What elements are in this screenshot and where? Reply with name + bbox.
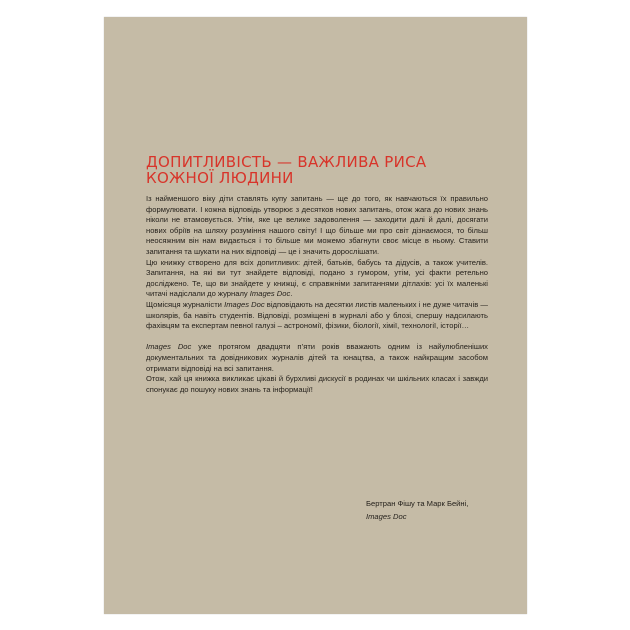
signature-brand: Images Doc [366, 512, 407, 521]
paragraph-audience-text-2: . [290, 289, 293, 299]
brand-name: Images Doc [146, 342, 192, 352]
paragraph-magazine-text: уже протягом двадцяти п’яти років вважають одним із найулюбленіших документальних та довідникових журналів дітей та юнацтва, а також найкращим засобом отримати відповіді на всі запитання. [146, 342, 488, 373]
paragraph-audience [146, 258, 488, 300]
paragraph-journalists [146, 300, 488, 332]
title-line-1: ДОПИТЛИВІСТЬ — ВАЖЛИВА РИСА [146, 153, 427, 171]
paragraph-intro [146, 194, 488, 258]
signature [366, 497, 506, 523]
brand-name: Images Doc [224, 299, 265, 309]
paragraph-magazine [146, 342, 488, 374]
book-page [104, 17, 527, 614]
paragraph-journalists-text-1: Щомісяця журналісти [146, 299, 225, 309]
signature-authors: Бертран Фішу та Марк Бейні, [366, 499, 469, 508]
brand-name: Images Doc [249, 289, 291, 299]
paragraph-closing [146, 374, 488, 395]
page-title [146, 154, 486, 186]
title-line-2: КОЖНОЇ ЛЮДИНИ [146, 169, 294, 187]
paragraph-audience-text-1: Цю книжку створено для всіх допитливих: дітей, батьків, бабусь та дідусів, а також учителів. Запитання, на які ви тут знайдете відповіді, подано з гумором, утім, усі факти ретельно досліджено. Те, що ви знайдете у книжці, є справжніми запитаннями дітлахів: усі їх маленькі читачі надіслали до журналу [146, 257, 488, 299]
paragraph-closing-text: Отож, хай ця книжка викликає цікаві й бурхливі дискусії в родинах чи шкільних класах і завжди спонукає до пошуку нових знань та інформації! [146, 374, 488, 394]
paragraph-journalists-text-2: відповідають на десятки листів маленьких і не дуже читачів — школярів, ба навіть студентів. Відповіді, розміщені в журналі або у блозі, спершу надсилають фахівцям та експертам певної галузі – астрономії, фізики, біології, хімії, технології, історії… [146, 299, 488, 331]
paragraph-intro-text: Із найменшого віку діти ставлять купу запитань — ще до того, як навчаються їх правильно формулювати. І кожна відповідь утворює з десятков нових запитань, отож жага до нових знань ніколи не втамовується. Утім, яке це велике задоволення — заходити далі й далі, досягати нових обріїв на шляху розуміння нашого світу! І що більше ми про світ дізнаємося, то більш неосяжним він нам видається і то більше ми можемо збагнути своє місце в ньому. Ставити запитання та шукати на них відповіді — це і значить дорослішати. [146, 194, 488, 256]
body-text [146, 194, 488, 395]
